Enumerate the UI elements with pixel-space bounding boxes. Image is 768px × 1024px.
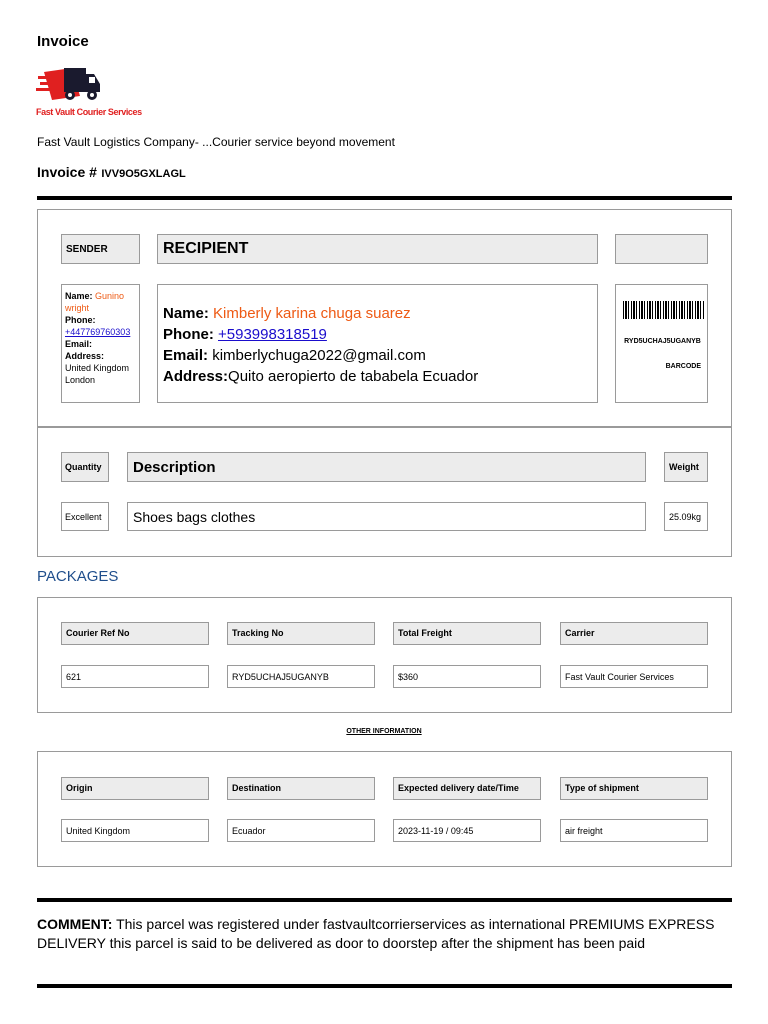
origin-header: Origin	[61, 777, 209, 800]
description-header: Description	[127, 452, 646, 482]
weight-header: Weight	[664, 452, 708, 482]
tracking-no-value: RYD5UCHAJ5UGANYB	[227, 665, 375, 688]
total-freight-header: Total Freight	[393, 622, 541, 645]
barcode-code: RYD5UCHAJ5UGANYB	[624, 338, 701, 345]
invoice-code: IVV9O5GXLAGL	[101, 168, 186, 180]
invoice-number	[37, 164, 186, 182]
recipient-phone-link[interactable]: +593998318519	[218, 326, 327, 343]
courier-ref-header: Courier Ref No	[61, 622, 209, 645]
comment-bottom-divider	[37, 984, 732, 988]
description-value: Shoes bags clothes	[127, 502, 646, 531]
packages-title: PACKAGES	[37, 568, 119, 585]
page-title: Invoice	[37, 33, 89, 50]
barcode-header	[615, 234, 708, 264]
carrier-header: Carrier	[560, 622, 708, 645]
tracking-no-header: Tracking No	[227, 622, 375, 645]
comment-top-divider	[37, 898, 732, 902]
origin-value: United Kingdom	[61, 819, 209, 842]
shipment-type-header: Type of shipment	[560, 777, 708, 800]
courier-ref-value: 621	[61, 665, 209, 688]
total-freight-value: $360	[393, 665, 541, 688]
barcode-graphic	[623, 301, 705, 319]
sender-header: SENDER	[61, 234, 140, 264]
top-divider	[37, 196, 732, 200]
sender-details: Name: Gunino wright Phone: +447769760303 Email: Address: United Kingdom London	[61, 284, 140, 403]
quantity-value: Excellent	[61, 502, 109, 531]
barcode-label: BARCODE	[665, 363, 701, 370]
delivery-date-header: Expected delivery date/Time	[393, 777, 541, 800]
recipient-header: RECIPIENT	[157, 234, 598, 264]
comment-text: COMMENT: This parcel was registered under fastvaultcorrierservices as international PREMIUMS EXPRESS DELIVERY this parcel is said to be delivered as door to doorstep after the shipment has been paid	[37, 916, 715, 951]
company-tagline: Fast Vault Logistics Company- ...Courier service beyond movement	[37, 135, 395, 149]
sender-phone-link[interactable]: +447769760303	[65, 327, 131, 337]
invoice-label: Invoice #	[37, 164, 97, 180]
destination-value: Ecuador	[227, 819, 375, 842]
other-info-title: OTHER INFORMATION	[346, 728, 422, 735]
shipment-type-value: air freight	[560, 819, 708, 842]
courier-truck-logo-icon	[36, 66, 136, 106]
other-info-panel	[37, 751, 732, 867]
recipient-details: Name: Kimberly karina chuga suarez Phone: +593998318519 Email: kimberlychuga2022@gmail.com Address:Quito aeropierto de tababela Ecuador	[157, 284, 598, 403]
delivery-date-value: 2023-11-19 / 09:45	[393, 819, 541, 842]
quantity-header: Quantity	[61, 452, 109, 482]
item-panel	[37, 427, 732, 557]
carrier-value: Fast Vault Courier Services	[560, 665, 708, 688]
company-logo	[36, 66, 142, 120]
destination-header: Destination	[227, 777, 375, 800]
logo-text: Fast Vault Courier Services	[36, 107, 142, 117]
packages-panel	[37, 597, 732, 713]
barcode-box	[615, 284, 708, 403]
weight-value: 25.09kg	[664, 502, 708, 531]
